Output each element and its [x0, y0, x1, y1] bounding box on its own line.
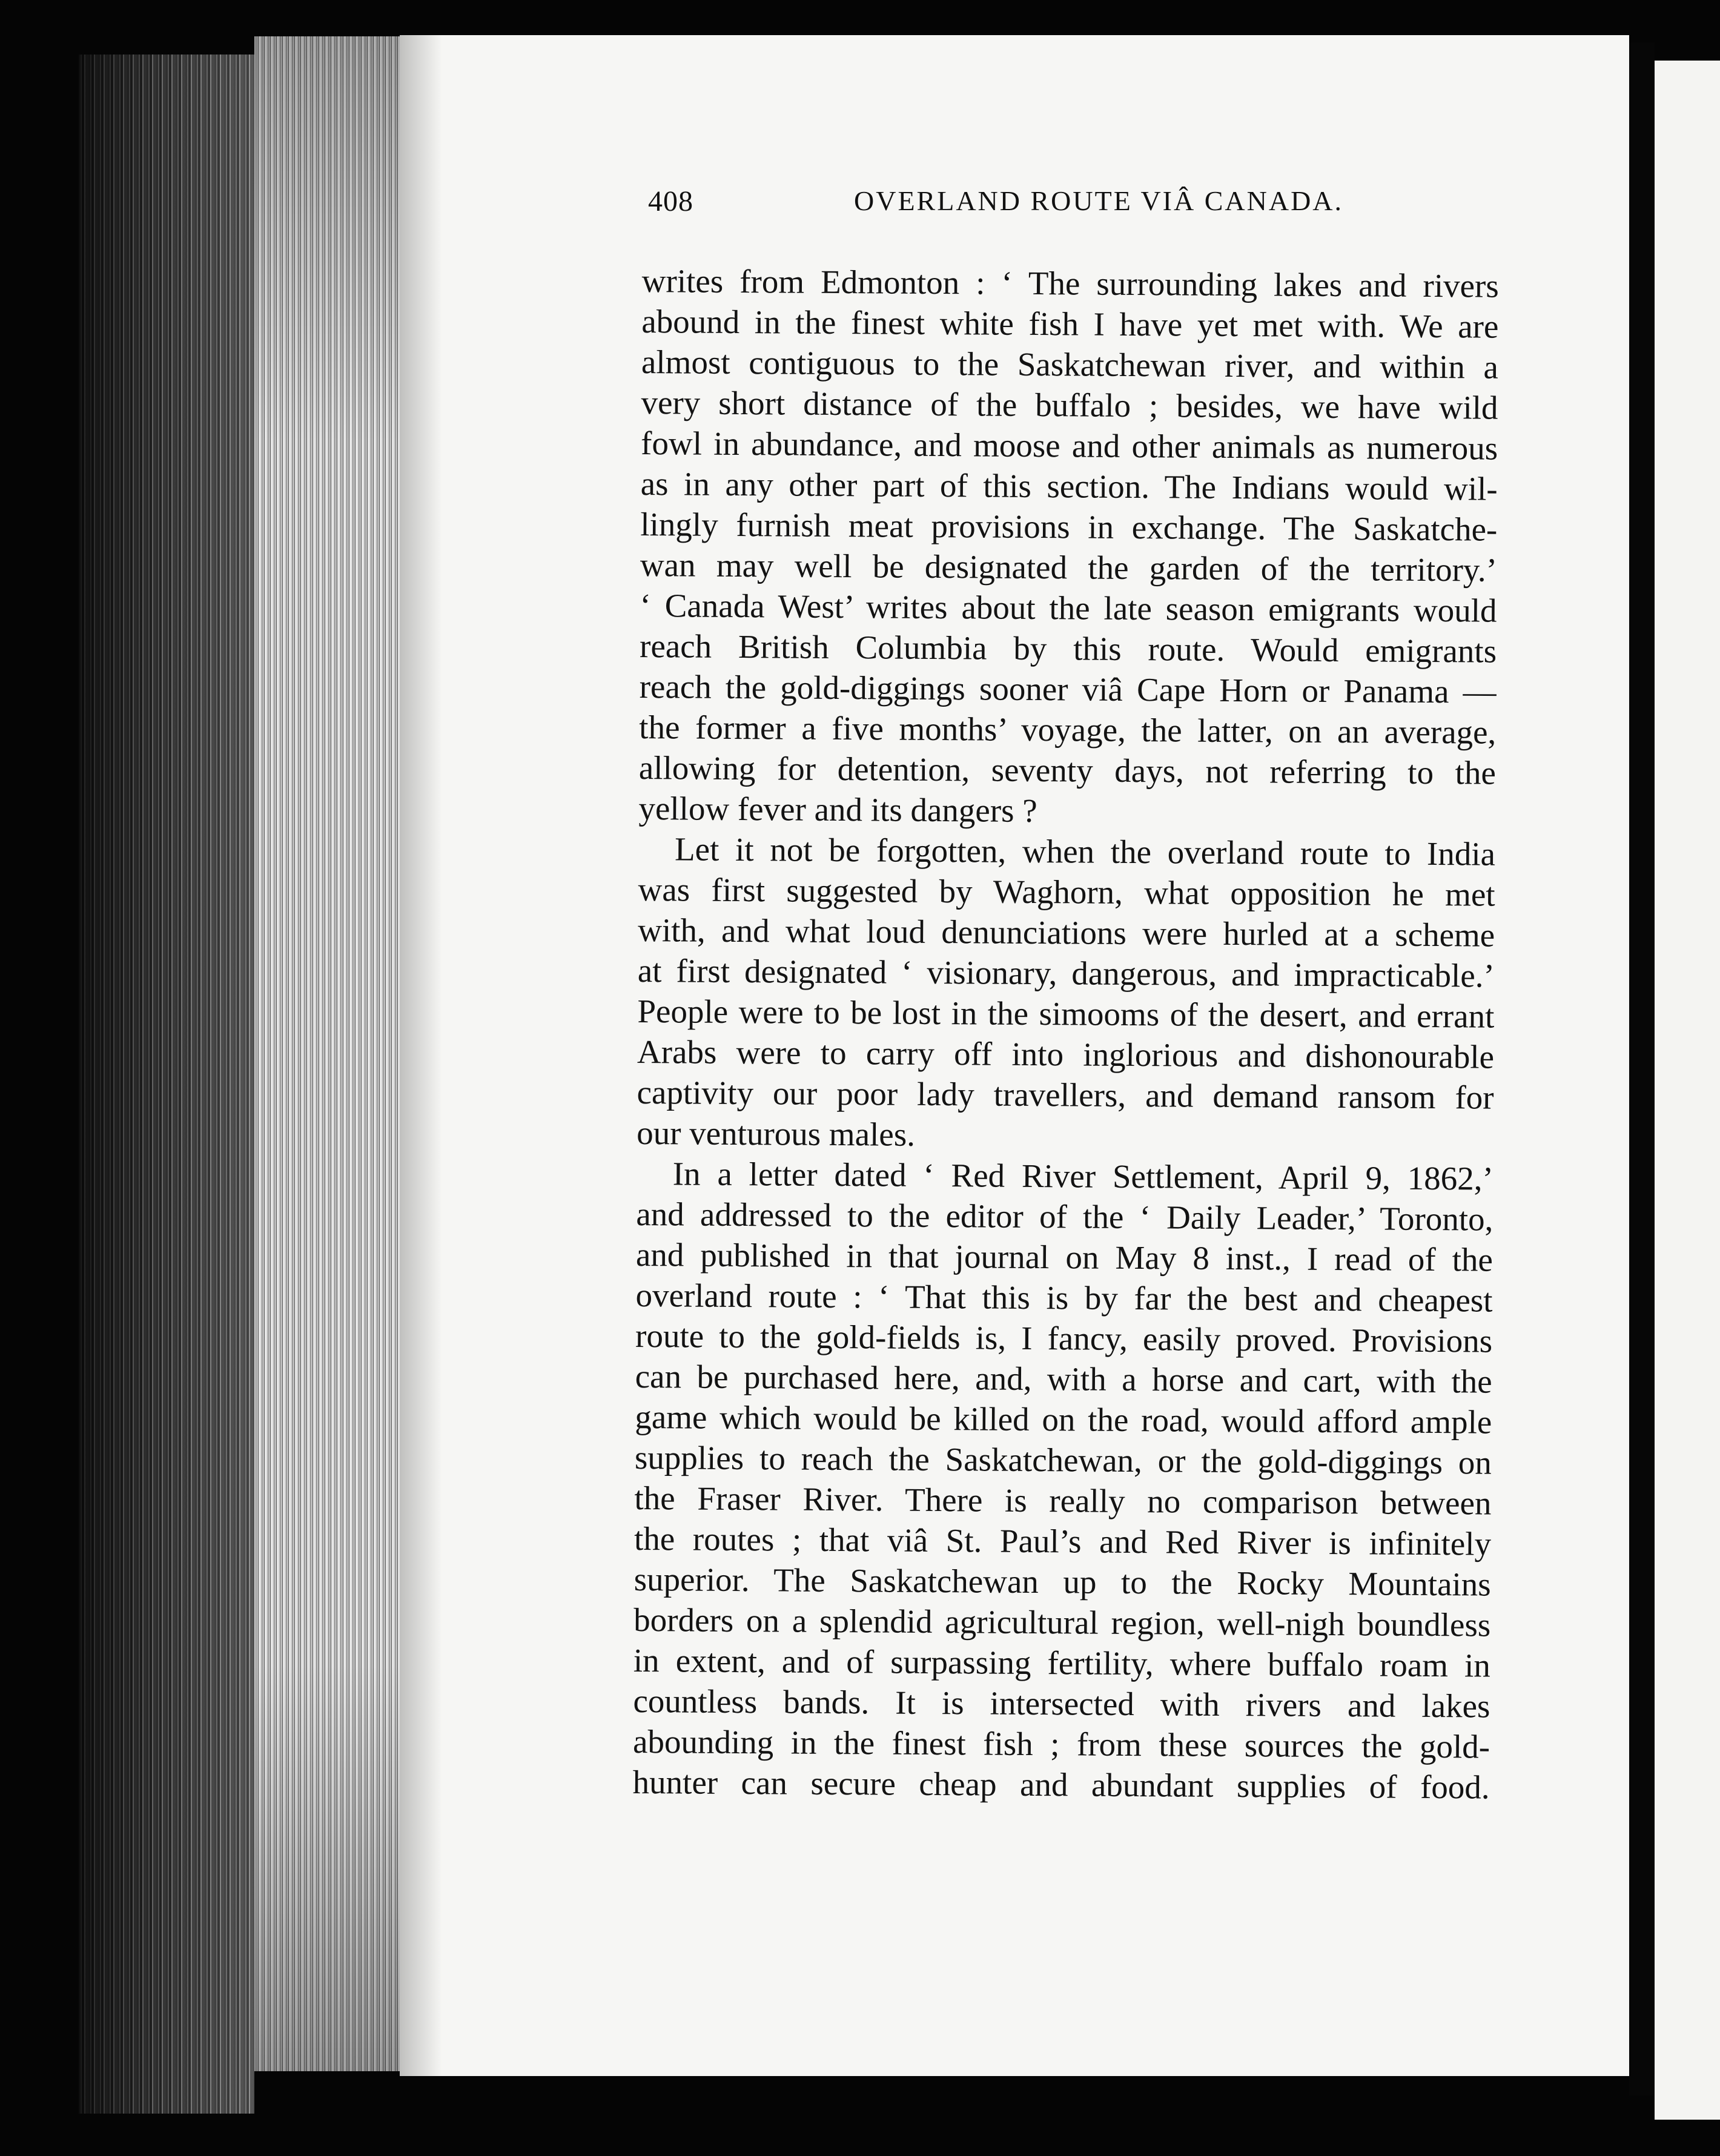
text-line: wan may well be designated the garden of the territory.’ [640, 546, 1498, 589]
text-line: yellow fever and its dangers ? [638, 789, 1037, 830]
text-line: In a letter dated ‘ Red River Settlement, April 9, 1862,’ [672, 1155, 1493, 1197]
running-title: OVERLAND ROUTE VIÂ CANADA. [854, 185, 1344, 216]
text-line: reach British Columbia by this route. Would emigrants [639, 627, 1497, 670]
text-line: allowing for detention, seventy days, not referring to the [638, 749, 1497, 792]
text-line: superior. The Saskatchewan up to the Rocky Mountains [633, 1560, 1491, 1603]
text-line: hunter can secure cheap and abundant supplies of food. [632, 1763, 1490, 1806]
book-spine-shadow [79, 55, 254, 2114]
text-line: countless bands. It is intersected with rivers and lakes [633, 1682, 1490, 1725]
text-line: reach the gold-diggings sooner viâ Cape Horn or Panama — [639, 667, 1497, 710]
text-line: People were to be lost in the simooms of the desert, and errant [637, 992, 1495, 1035]
page-edges-shadow [254, 36, 400, 2071]
text-line: with, and what loud denunciations were hurled at a scheme [638, 911, 1495, 954]
text-line: ‘ Canada West’ writes about the late season emigrants would [640, 586, 1497, 629]
text-line: the Fraser River. There is really no comparison between [634, 1479, 1492, 1522]
running-head [648, 185, 1532, 233]
text-line: can be purchased here, and, with a horse and cart, with the [635, 1357, 1492, 1400]
text-line: in extent, and of surpassing fertility, where buffalo roam in [633, 1641, 1491, 1684]
text-line: route to the gold-fields is, I fancy, easily proved. Provisions [635, 1317, 1493, 1360]
text-line: the former a five months’ voyage, the latter, on an average, [639, 708, 1497, 751]
text-line: lingly furnish meat provisions in exchange. The Saskatche- [640, 505, 1498, 548]
text-line: and addressed to the editor of the ‘ Daily Leader,’ Toronto, [636, 1195, 1493, 1238]
text-line: supplies to reach the Saskatchewan, or the gold-diggings on [634, 1438, 1492, 1481]
text-line: was first suggested by Waghorn, what opposition he met [638, 870, 1495, 913]
body-text [632, 260, 1499, 1808]
text-line: captivity our poor lady travellers, and demand ransom for [637, 1073, 1494, 1116]
text-line: as in any other part of this section. The Indians would wil- [640, 465, 1498, 508]
text-line: borders on a splendid agricultural region, well-nigh boundless [633, 1601, 1491, 1644]
text-line: abounding in the finest fish ; from these sources the gold- [632, 1722, 1490, 1765]
text-line: game which would be killed on the road, would afford ample [635, 1398, 1492, 1441]
text-line: abound in the finest white fish I have yet met with. We are [641, 302, 1499, 345]
page-number: 408 [648, 185, 693, 217]
text-line: and published in that journal on May 8 inst., I read of the [635, 1235, 1493, 1278]
facing-page-edge [1655, 61, 1720, 2120]
text-line: very short distance of the buffalo ; besides, we have wild [641, 383, 1498, 426]
text-line: overland route : ‘ That this is by far the best and cheapest [635, 1276, 1493, 1319]
text-line: our venturous males. [637, 1114, 916, 1153]
text-line: Let it not be forgotten, when the overland route to India [674, 830, 1496, 873]
text-line: Arabs were to carry off into inglorious and dishonourable [637, 1033, 1495, 1076]
text-line: the routes ; that viâ St. Paul’s and Red River is infinitely [633, 1519, 1492, 1562]
text-line: at first designated ‘ visionary, dangerous, and impracticable.’ [637, 951, 1495, 994]
text-line: almost contiguous to the Saskatchewan river, and within a [641, 343, 1499, 386]
facing-page-gap [1629, 42, 1655, 2095]
text-line: writes from Edmonton : ‘ The surrounding lakes and rivers [641, 262, 1499, 305]
text-line: fowl in abundance, and moose and other animals as numerous [640, 424, 1498, 467]
gutter-shadow [400, 35, 442, 2076]
